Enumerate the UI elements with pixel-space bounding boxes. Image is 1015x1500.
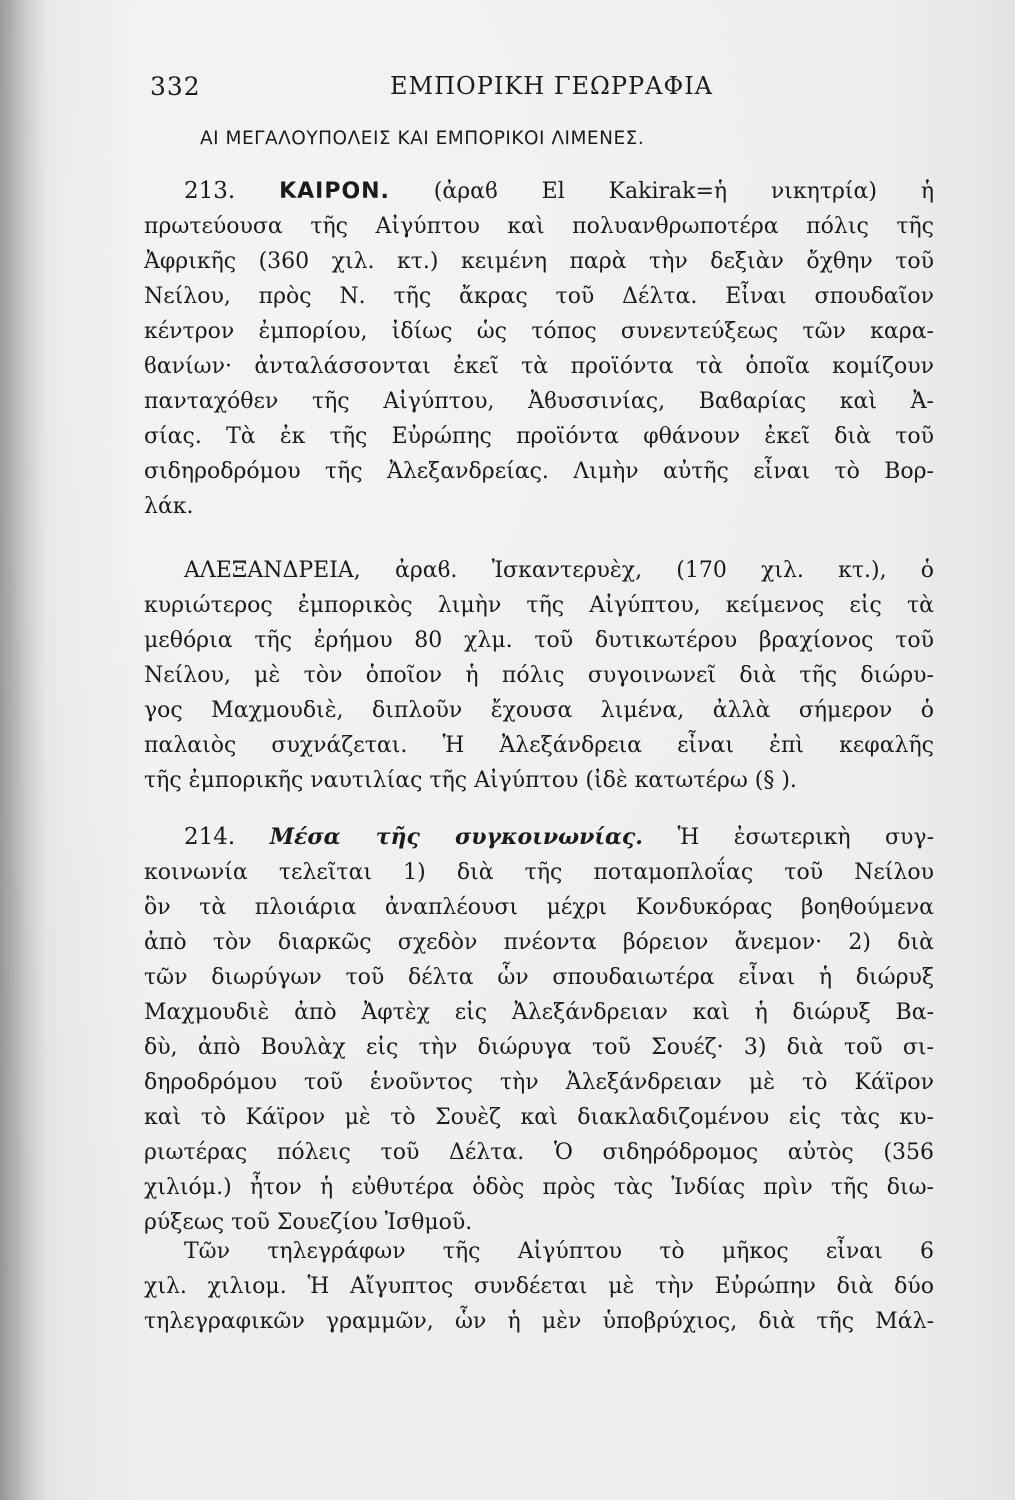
section-number: 214. (184, 824, 236, 850)
running-title: ΕΜΠΟΡΙΚΗ ΓΕΩΡΡΑΦΙΑ (390, 72, 714, 100)
text-line-content: Ἡ ἐσωτερικὴ συγ- (677, 825, 934, 850)
running-header (150, 72, 930, 108)
entry-title: ΚΑΙΡΟΝ. (279, 179, 390, 204)
text-line: σιδηροδρόμου τῆς Ἀλεξανδρείας. Λιμὴν αὐτῆς εἶναι τὸ Βορ- (144, 459, 934, 484)
text-line: Ἀφρικῆς (360 χιλ. κτ.) κειμένη παρὰ τὴν δεξιὰν ὄχθην τοῦ (144, 249, 934, 274)
entry-title: Μέσα τῆς συγκοινωνίας. (269, 824, 643, 850)
text-line: κοινωνία τελεῖται 1) διὰ τῆς ποταμοπλοΐας τοῦ Νείλου (144, 860, 934, 885)
text-line (144, 820, 934, 855)
text-line: Νείλου, μὲ τὸν ὁποῖον ἡ πόλις συγοινωνεῖ διὰ τῆς διώρυ- (144, 663, 934, 688)
text-line: δὺ, ἀπὸ Βουλὰχ εἰς τὴν διώρυγα τοῦ Σουέζ· 3) διὰ τοῦ σι- (144, 1035, 934, 1060)
text-line: ΑΛΕΞΑΝΔΡΕΙΑ, ἀραϐ. Ἰσκαντερυὲχ, (170 χιλ. κτ.), ὁ (184, 558, 934, 583)
page-number: 332 (150, 72, 201, 101)
text-line: τῆς ἐμπορικῆς ναυτιλίας τῆς Αἰγύπτου (ἰδὲ κατωτέρω (§ ). (144, 768, 797, 793)
section-number: 213. (184, 178, 236, 204)
text-line: πανταχόθεν τῆς Αἰγύπτου, Ἀϐυσσινίας, Βαϐαρίας καὶ Ἀ- (144, 389, 934, 414)
text-line: σίας. Τὰ ἐκ τῆς Εὐρώπης προϊόντα φθάνουν ἐκεῖ διὰ τοῦ (144, 424, 934, 449)
text-line: χιλ. χιλιομ. Ἡ Αἴγυπτος συνδέεται μὲ τὴν Εὐρώπην διὰ δύο (144, 1274, 934, 1299)
text-line: ἀπὸ τὸν διαρκῶς σχεδὸν πνέοντα βόρειον ἄνεμον· 2) διὰ (144, 930, 934, 955)
paragraph-213-cairo (144, 174, 934, 524)
text-line: πρωτεύουσα τῆς Αἰγύπτου καὶ πολυανθρωποτέρα πόλις τῆς (144, 214, 934, 239)
text-line: μεθόρια τῆς ἐρήμου 80 χλμ. τοῦ δυτικωτέρου βραχίονος τοῦ (144, 628, 934, 653)
text-line: Μαχμουδιὲ ἀπὸ Ἀφτὲχ εἰς Ἀλεξάνδρειαν καὶ ἡ διώρυξ Βα- (144, 1000, 934, 1025)
text-line: ριωτέρας πόλεις τοῦ Δέλτα. Ὁ σιδηρόδρομος αὐτὸς (356 (144, 1140, 934, 1165)
paragraph-214-communication (144, 820, 934, 1240)
section-heading: ΑΙ ΜΕΓΑΛΟΥΠΟΛΕΙΣ ΚΑΙ ΕΜΠΟΡΙΚΟΙ ΛΙΜΕΝΕΣ. (200, 128, 645, 149)
text-line-content: (ἀραϐ El Kakirak=ἡ νικητρία) ἡ (433, 179, 934, 204)
text-line: τῶν διωρύγων τοῦ δέλτα ὧν σπουδαιωτέρα εἶναι ἡ διώρυξ (144, 965, 934, 990)
text-line: χιλιόμ.) ἦτον ἡ εὐθυτέρα ὁδὸς πρὸς τὰς Ἰνδίας πρὶν τῆς διω- (144, 1175, 934, 1200)
paragraph-alexandria (144, 553, 934, 798)
text-line: τηλεγραφικῶν γραμμῶν, ὧν ἡ μὲν ὑποβρύχιος, διὰ τῆς Μάλ- (144, 1309, 934, 1334)
text-line: Νείλου, πρὸς Ν. τῆς ἄκρας τοῦ Δέλτα. Εἶναι σπουδαῖον (144, 284, 934, 309)
text-line: ϐανίων· ἀνταλάσσονται ἐκεῖ τὰ προϊόντα τὰ ὁποῖα κομίζουν (144, 354, 934, 379)
text-line: Τῶν τηλεγράφων τῆς Αἰγύπτου τὸ μῆκος εἶναι 6 (184, 1239, 934, 1264)
page-gutter-shadow (0, 0, 46, 1500)
text-line: παλαιὸς συχνάζεται. Ἡ Ἀλεξάνδρεια εἶναι ἐπὶ κεφαλῆς (144, 733, 934, 758)
text-line: κέντρον ἐμπορίου, ἰδίως ὡς τόπος συνεντεύξεως τῶν καρα- (144, 319, 934, 344)
text-line: λάκ. (144, 494, 194, 519)
paragraph-telegraph (144, 1234, 934, 1339)
text-line: καὶ τὸ Κάϊρον μὲ τὸ Σουὲζ καὶ διακλαδιζομένου εἰς τὰς κυ- (144, 1105, 934, 1130)
text-line (144, 174, 934, 209)
text-line: κυριώτερος ἐμπορικὸς λιμὴν τῆς Αἰγύπτου, κείμενος εἰς τὰ (144, 593, 934, 618)
text-line: δηροδρόμου τοῦ ἑνοῦντος τὴν Ἀλεξάνδρειαν μὲ τὸ Κάϊρον (144, 1070, 934, 1095)
text-line: ὃν τὰ πλοιάρια ἀναπλέουσι μέχρι Κονδυκόρας βοηθούμενα (144, 895, 934, 920)
text-line: ρύξεως τοῦ Σουεζίου Ἰσθμοῦ. (144, 1210, 473, 1235)
text-line: γος Μαχμουδιὲ, διπλοῦν ἔχουσα λιμένα, ἀλλὰ σήμερον ὁ (144, 698, 934, 723)
